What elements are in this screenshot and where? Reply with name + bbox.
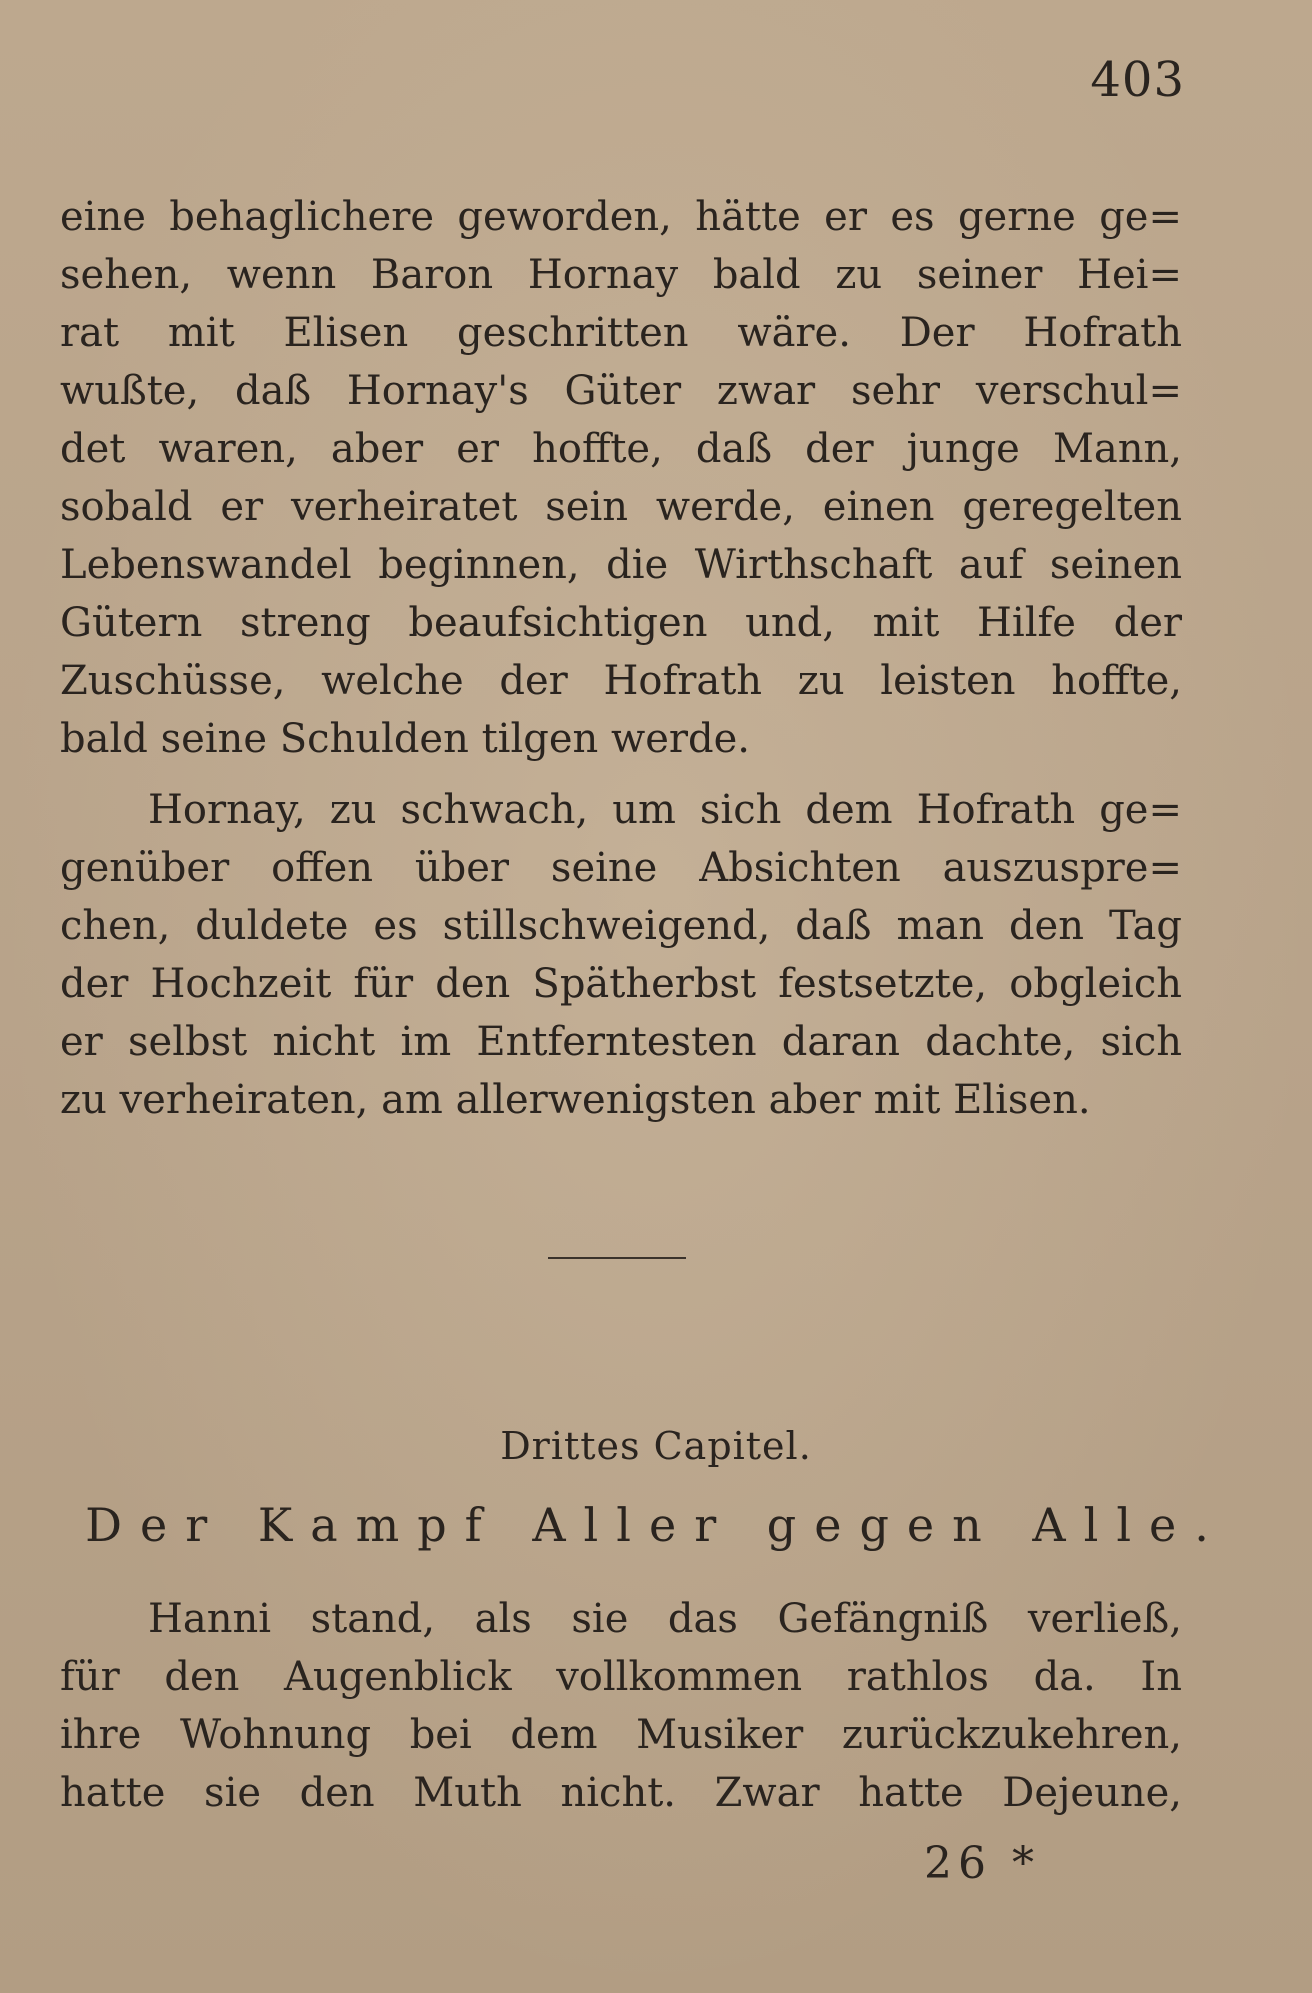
text-line: er selbst nicht im Entferntesten daran dachte, sich	[60, 1019, 1182, 1065]
text-line: für den Augenblick vollkommen rathlos da. In	[60, 1654, 1182, 1700]
chapter-title: Der Kampf Aller gegen Alle.	[85, 1498, 1227, 1552]
text-line: chen, duldete es stillschweigend, daß man den Tag	[60, 903, 1182, 949]
chapter-number: Drittes Capitel.	[500, 1424, 812, 1468]
text-line: eine behaglichere geworden, hätte er es gerne ge=	[60, 194, 1182, 240]
text-line: ihre Wohnung bei dem Musiker zurückzukehren,	[60, 1712, 1182, 1758]
text-line: sobald er verheiratet sein werde, einen geregelten	[60, 484, 1182, 530]
text-line: wußte, daß Hornay's Güter zwar sehr verschul=	[60, 368, 1182, 414]
text-line: Lebenswandel beginnen, die Wirthschaft auf seinen	[60, 542, 1182, 588]
section-divider	[548, 1257, 686, 1259]
text-line: det waren, aber er hoffte, daß der junge Mann,	[60, 426, 1182, 472]
text-line: bald seine Schulden tilgen werde.	[60, 716, 751, 762]
text-line: zu verheiraten, am allerwenigsten aber mit Elisen.	[60, 1077, 1091, 1123]
text-line: rat mit Elisen geschritten wäre. Der Hofrath	[60, 310, 1182, 356]
text-line: Hornay, zu schwach, um sich dem Hofrath ge=	[148, 787, 1182, 833]
text-line: Zuschüsse, welche der Hofrath zu leisten hoffte,	[60, 658, 1182, 704]
text-line: hatte sie den Muth nicht. Zwar hatte Dejeune,	[60, 1770, 1182, 1816]
paragraph-2	[60, 781, 1182, 1129]
text-line: genüber offen über seine Absichten auszuspre=	[60, 845, 1182, 891]
text-line: Hanni stand, als sie das Gefängniß verließ,	[148, 1596, 1182, 1642]
text-line: der Hochzeit für den Spätherbst festsetzte, obgleich	[60, 961, 1182, 1007]
chapter-paragraph	[60, 1590, 1182, 1822]
text-line: sehen, wenn Baron Hornay bald zu seiner Hei=	[60, 252, 1182, 298]
text-line: Gütern streng beaufsichtigen und, mit Hilfe der	[60, 600, 1182, 646]
paragraph-1	[60, 188, 1182, 768]
page-number: 403	[1090, 52, 1185, 108]
signature-mark: 26 *	[924, 1838, 1040, 1889]
